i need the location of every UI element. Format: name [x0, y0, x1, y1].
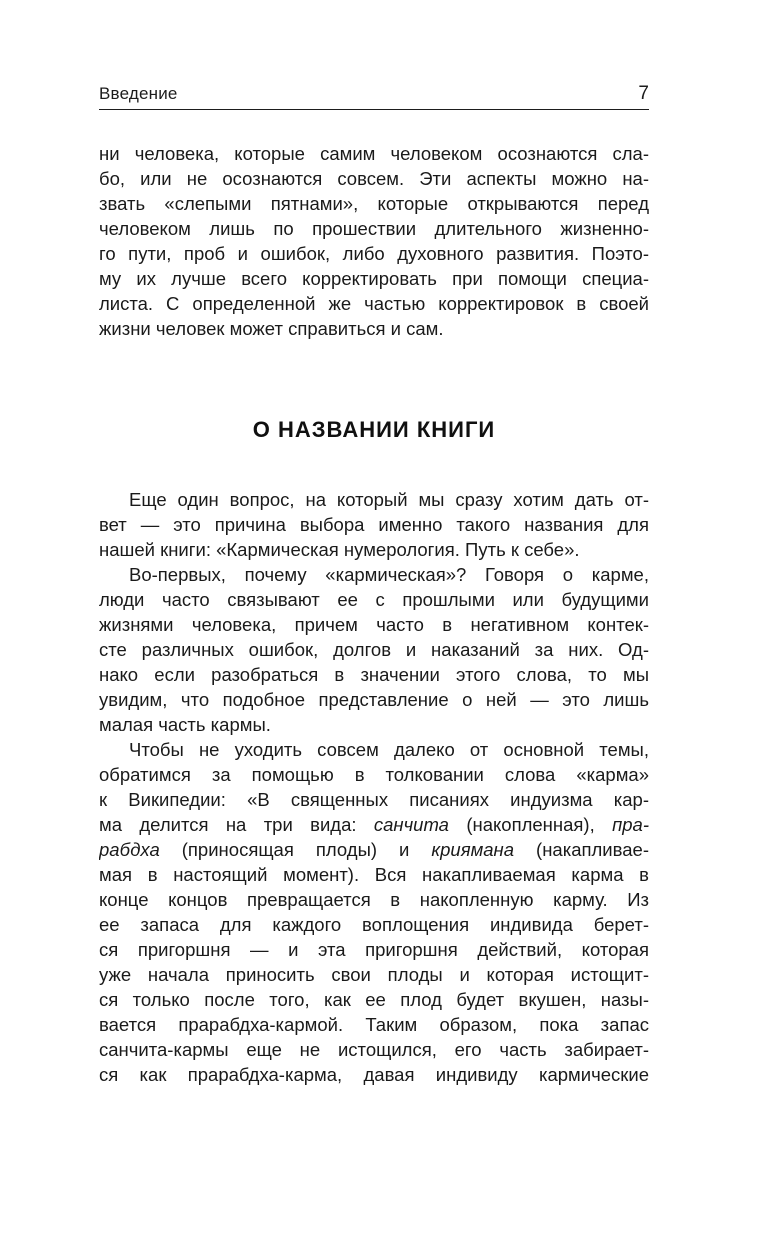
header-rule: [99, 109, 649, 110]
paragraph: [99, 141, 649, 341]
text-line: малая часть кармы.: [99, 714, 271, 735]
text-line: вается прарабдха-кармой. Таким образом, пока запас: [99, 1014, 649, 1035]
text-line: ся как прарабдха-карма, давая индивиду кармические: [99, 1064, 649, 1085]
text-line: ся только после того, как ее плод будет вкушен, назы-: [99, 989, 649, 1010]
section-body: [99, 487, 649, 1087]
text-line: конце концов превращается в накопленную карму. Из: [99, 889, 649, 910]
text-line: жизни человек может справиться и сам.: [99, 318, 444, 339]
text-line: обратимся за помощью в толковании слова «карма»: [99, 764, 649, 785]
text-line: вет — это причина выбора именно такого названия для: [99, 514, 649, 535]
text-line: го пути, проб и ошибок, либо духовного развития. Поэто-: [99, 243, 649, 264]
text-line: листа. С определенной же частью корректировок в своей: [99, 293, 649, 314]
text-line: ся пригоршня — и эта пригоршня действий, которая: [99, 939, 649, 960]
page-header: [99, 83, 649, 105]
text-line: Чтобы не уходить совсем далеко от основной темы,: [129, 739, 649, 760]
text-line: жизнями человека, причем часто в негативном контек-: [99, 614, 649, 635]
text-line: ма делится на три вида: санчита (накопленная), пра-: [99, 814, 649, 835]
text-line: ее запаса для каждого воплощения индивида берет-: [99, 914, 649, 935]
text-line: мая в настоящий момент). Вся накапливаемая карма в: [99, 864, 649, 885]
text-line: Во-первых, почему «кармическая»? Говоря о карме,: [129, 564, 649, 585]
text-line: санчита-кармы еще не истощился, его часть забирает-: [99, 1039, 649, 1060]
text-line: нашей книги: «Кармическая нумерология. Путь к себе».: [99, 539, 580, 560]
text-line: уже начала приносить свои плоды и которая истощит-: [99, 964, 649, 985]
text-line: ни человека, которые самим человеком осознаются сла-: [99, 143, 649, 164]
text-line: сте различных ошибок, долгов и наказаний за них. Од-: [99, 639, 649, 660]
paragraph: [99, 737, 649, 1087]
text-line: нако если разобраться в значении этого слова, то мы: [99, 664, 649, 685]
page-number: 7: [638, 83, 649, 104]
page-body: [99, 141, 649, 1087]
intro-continuation: [99, 141, 649, 341]
text-line: му их лучше всего корректировать при помощи специа-: [99, 268, 649, 289]
section-heading: О НАЗВАНИИ КНИГИ: [252, 417, 496, 442]
text-line: увидим, что подобное представление о ней — это лишь: [99, 689, 649, 710]
text-line: рабдха (приносящая плоды) и криямана (накапливае-: [99, 839, 649, 860]
running-head: Введение: [99, 84, 178, 103]
text-line: люди часто связывают ее с прошлыми или будущими: [99, 589, 649, 610]
text-line: к Википедии: «В священных писаниях индуизма кар-: [99, 789, 649, 810]
paragraph: [99, 487, 649, 562]
text-line: Еще один вопрос, на который мы сразу хотим дать от-: [129, 489, 649, 510]
paragraph: [99, 562, 649, 737]
text-line: человеком лишь по прошествии длительного жизненно-: [99, 218, 649, 239]
text-line: звать «слепыми пятнами», которые открываются перед: [99, 193, 649, 214]
text-line: бо, или не осознаются совсем. Эти аспекты можно на-: [99, 168, 649, 189]
